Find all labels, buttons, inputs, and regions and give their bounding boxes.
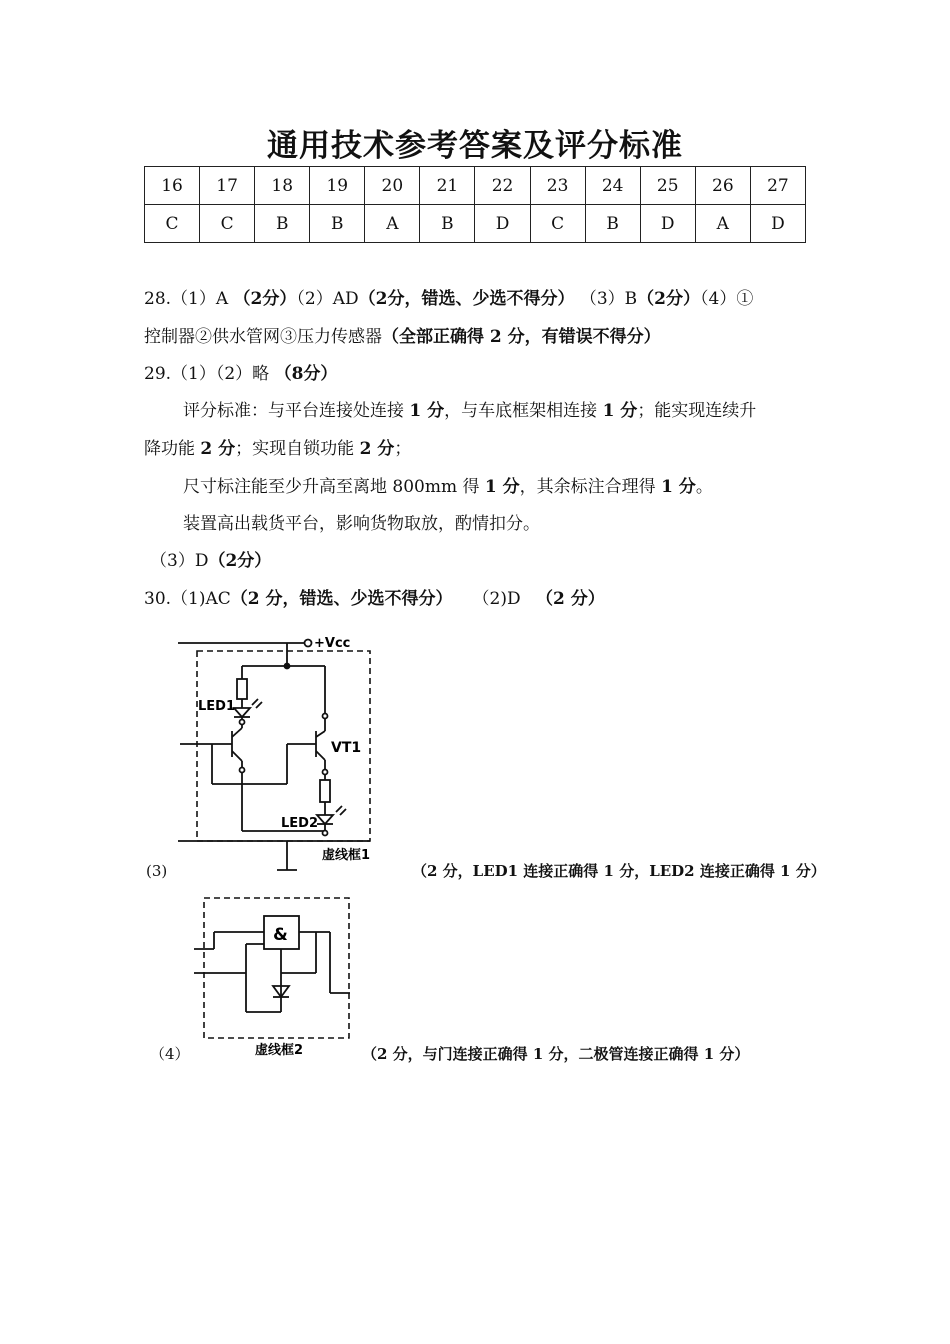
table-row-answers bbox=[145, 205, 806, 243]
q30-part4-note: （2 分，与门连接正确得 1 分，二极管连接正确得 1 分） bbox=[362, 1045, 750, 1063]
text: 降功能 bbox=[144, 439, 201, 459]
q29-criteria-line-2 bbox=[144, 438, 411, 460]
q28-part1: 28.（1）A bbox=[144, 289, 234, 309]
question-number: 22 bbox=[475, 167, 530, 205]
and-gate-symbol: & bbox=[273, 925, 288, 945]
question-number: 24 bbox=[585, 167, 640, 205]
q28-part4-answer: 控制器②供水管网③压力传感器 bbox=[144, 327, 382, 347]
q30-part2: （2)D bbox=[472, 589, 527, 609]
q29-criteria-line-3 bbox=[183, 476, 713, 498]
q28-part3: （3）B bbox=[574, 289, 638, 309]
q28-part4: （4）① bbox=[700, 289, 754, 309]
text: ；实现自锁功能 bbox=[235, 439, 360, 459]
question-number: 27 bbox=[750, 167, 805, 205]
question-number: 26 bbox=[695, 167, 750, 205]
answer-cell: B bbox=[255, 205, 310, 243]
text: 尺寸标注能至少升高至离地 800mm 得 bbox=[183, 477, 485, 497]
text: 评分标准：与平台连接处连接 bbox=[183, 401, 410, 421]
score: 1 分 bbox=[484, 477, 520, 497]
vt1-label: VT1 bbox=[331, 740, 362, 756]
q30-part4-label: （4） bbox=[150, 1045, 190, 1063]
question-number: 16 bbox=[145, 167, 200, 205]
answer-cell: D bbox=[750, 205, 805, 243]
q30-part1: 30.（1)AC bbox=[144, 589, 231, 609]
q29-heading bbox=[144, 363, 337, 385]
question-number: 19 bbox=[310, 167, 365, 205]
led1-symbol bbox=[234, 708, 250, 717]
q28-score1: （2分） bbox=[233, 289, 297, 309]
text: ，与车底框架相连接 bbox=[444, 401, 603, 421]
q28-line-1 bbox=[144, 288, 753, 310]
answer-cell: C bbox=[200, 205, 255, 243]
resistor-right bbox=[320, 780, 330, 802]
resistor-left bbox=[237, 679, 247, 699]
text: ； bbox=[394, 439, 412, 459]
q29-parts: 29.（1）（2）略 bbox=[144, 364, 275, 384]
table-row-numbers bbox=[145, 167, 806, 205]
led2-label: LED2 bbox=[281, 816, 319, 831]
answer-cell: A bbox=[695, 205, 750, 243]
q29-criteria-line-4: 装置高出载货平台，影响货物取放，酌情扣分。 bbox=[183, 514, 540, 534]
q30-score1: （2 分，错选、少选不得分） bbox=[230, 589, 453, 609]
answer-cell: C bbox=[145, 205, 200, 243]
led2-symbol bbox=[317, 815, 333, 824]
answer-cell: A bbox=[365, 205, 420, 243]
led1-label: LED1 bbox=[198, 699, 236, 714]
q29-score: （8分） bbox=[274, 364, 338, 384]
q30-part3-note: （2 分，LED1 连接正确得 1 分，LED2 连接正确得 1 分） bbox=[412, 862, 826, 880]
vcc-label: +Vcc bbox=[314, 636, 351, 651]
text: （3）D bbox=[150, 551, 209, 571]
q30-score2: （2 分） bbox=[536, 589, 605, 609]
score: （2分） bbox=[208, 551, 272, 571]
answer-cell: D bbox=[640, 205, 695, 243]
score: 2 分 bbox=[200, 439, 236, 459]
answer-table bbox=[144, 166, 806, 243]
q29-criteria-line-1 bbox=[183, 400, 756, 422]
answer-cell: B bbox=[585, 205, 640, 243]
question-number: 23 bbox=[530, 167, 585, 205]
score: 1 分 bbox=[409, 401, 445, 421]
question-number: 25 bbox=[640, 167, 695, 205]
answer-cell: C bbox=[530, 205, 585, 243]
dashed-frame-2 bbox=[204, 898, 349, 1038]
text: ；能实现连续升 bbox=[637, 401, 757, 421]
frame2-label: 虚线框2 bbox=[255, 1043, 304, 1058]
question-number: 21 bbox=[420, 167, 475, 205]
frame1-label: 虚线框1 bbox=[322, 848, 371, 863]
q28-score3: （2分） bbox=[637, 289, 701, 309]
question-number: 17 bbox=[200, 167, 255, 205]
q28-score4: （全部正确得 2 分，有错误不得分） bbox=[382, 327, 661, 347]
answer-cell: B bbox=[310, 205, 365, 243]
q28-score2: （2分，错选、少选不得分） bbox=[358, 289, 575, 309]
score: 1 分 bbox=[661, 477, 696, 497]
text: ，其余标注合理得 bbox=[519, 477, 662, 497]
answer-cell: D bbox=[475, 205, 530, 243]
q30-part3-label: (3) bbox=[146, 862, 168, 880]
q28-line-2 bbox=[144, 326, 661, 348]
answer-cell: B bbox=[420, 205, 475, 243]
q29-part3 bbox=[150, 550, 271, 572]
dashed-frame-1 bbox=[197, 651, 370, 841]
diode-symbol bbox=[273, 986, 289, 997]
page-title: 通用技术参考答案及评分标准 bbox=[267, 128, 683, 164]
question-number: 20 bbox=[365, 167, 420, 205]
text: 。 bbox=[695, 477, 713, 497]
q30-line-1 bbox=[144, 588, 605, 610]
q28-part2: （2）AD bbox=[296, 289, 359, 309]
question-number: 18 bbox=[255, 167, 310, 205]
score: 2 分 bbox=[359, 439, 395, 459]
and-gate bbox=[264, 916, 299, 949]
score: 1 分 bbox=[602, 401, 638, 421]
